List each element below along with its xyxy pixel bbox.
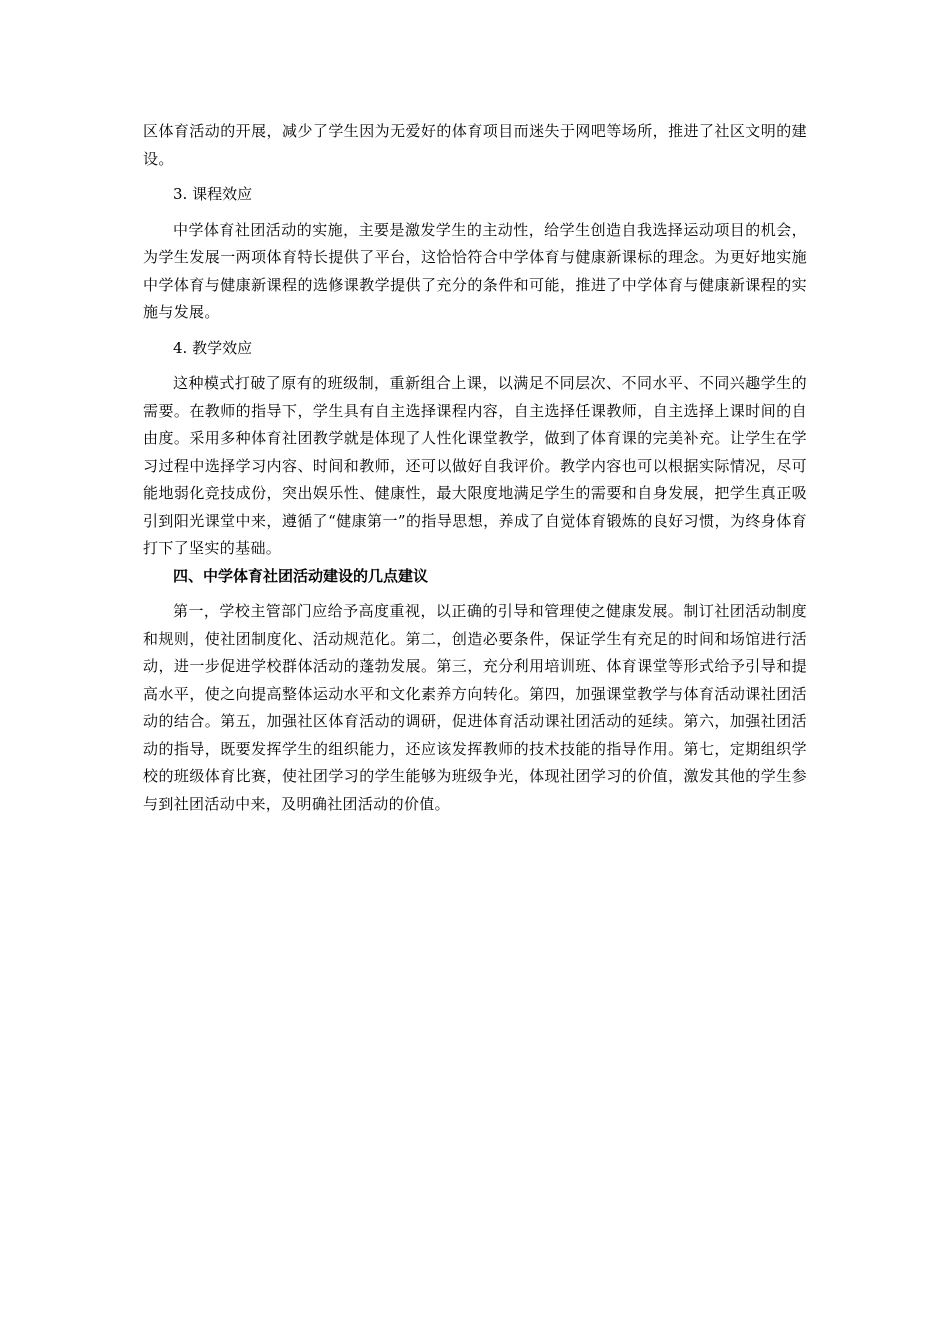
section-3-heading: 3. 课程效应 <box>173 185 253 203</box>
part-4-heading: 四、中学体育社团活动建设的几点建议 <box>173 566 429 585</box>
section-4-heading: 4. 教学效应 <box>173 338 253 357</box>
part-4-paragraph: 第一，学校主管部门应给予高度重视，以正确的引导和管理使之健康发展。制订社团活动制度和规则，使社团制度化、活动规范化。第二，创造必要条件，保证学生有充足的时间和场馆进行活动，进一步促进学校群体活动的蓬勃发展。第三，充分利用培训班、体育课堂等形式给予引导和提高水平，使之向提高整体运动水平和文化素养方向转化。第四，加强课堂教学与体育活动课社团活动的结合。第五，加强社区体育活动的调研，促进体育活动课社团活动的延续。第六，加强社团活动的指导，既要发挥学生的组织能力，还应该发挥教师的技术技能的指导作用。第七，定期组织学校的班级体育比赛，使社团学习的学生能够为班级争光，体现社团学习的价值，激发其他的学生参与到社团活动中来，及明确社团活动的价值。 <box>143 602 807 813</box>
section-3-paragraph: 中学体育社团活动的实施，主要是激发学生的主动性，给学生创造自我选择运动项目的机会，为学生发展一两项体育特长提供了平台，这恰恰符合中学体育与健康新课标的理念。为更好地实施中学体育与健康新课程的选修课教学提供了充分的条件和可能，推进了中学体育与健康新课程的实施与发展。 <box>143 220 807 321</box>
intro-paragraph: 区体育活动的开展，减少了学生因为无爱好的体育项目而迷失于网吧等场所，推进了社区文明的建设。 <box>143 122 807 168</box>
document-page <box>143 118 807 818</box>
section-4-paragraph: 这种模式打破了原有的班级制，重新组合上课，以满足不同层次、不同水平、不同兴趣学生的需要。在教师的指导下，学生具有自主选择课程内容，自主选择任课教师，自主选择上课时间的自由度。采用多种体育社团教学就是体现了人性化课堂教学，做到了体育课的完美补充。让学生在学习过程中选择学习内容、时间和教师，还可以做好自我评价。教学内容也可以根据实际情况，尽可能地弱化竞技成份，突出娱乐性、健康性，最大限度地满足学生的需要和自身发展，把学生真正吸引到阳光课堂中来，遵循了“健康第一”的指导思想，养成了自觉体育锻炼的良好习惯，为终身体育打下了坚实的基础。 <box>143 374 807 557</box>
